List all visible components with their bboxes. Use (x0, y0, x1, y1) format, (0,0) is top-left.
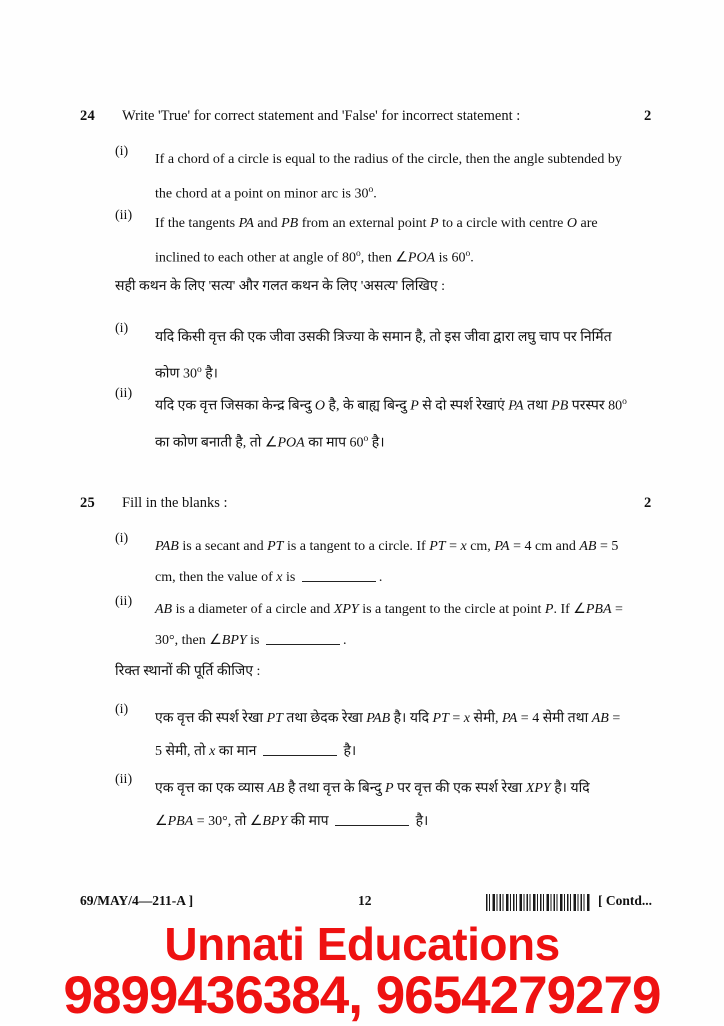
degree-symbol: o (368, 185, 374, 195)
page-number: 12 (358, 893, 372, 908)
math-variable: x (460, 539, 467, 554)
item-label: (i) (115, 702, 129, 717)
math-variable: PBA (585, 602, 612, 617)
item-label: (ii) (115, 386, 133, 401)
page-footer (0, 893, 724, 917)
question-title-english: Fill in the blanks : (122, 495, 228, 511)
math-variable: P (544, 602, 554, 617)
question-marks: 2 (644, 495, 652, 511)
math-variable: PAB (366, 711, 391, 726)
math-variable: POA (277, 435, 305, 451)
degree-symbol: o (197, 365, 202, 375)
math-variable: P (410, 398, 419, 414)
math-variable: PT (432, 711, 449, 726)
math-variable: P (430, 216, 439, 231)
item-text: AB is a diameter of a circle and XPY is a tangent to the circle at point P. If ∠PBA = 30°, then ∠BPY is . (155, 602, 623, 648)
item-text: यदि किसी वृत्त की एक जीवा उसकी त्रिज्या के समान है, तो इस जीवा द्वारा लघु चाप पर निर्मित कोण 30$^o$ है। (155, 330, 612, 382)
math-variable: PA (501, 711, 518, 726)
continued-label: [ Contd... (598, 893, 653, 908)
item-text: यदि एक वृत्त जिसका केन्द्र बिन्दु O है, के बाह्य बिन्दु P से दो स्पर्श रेखाएं PA तथा PB परस्पर 80$^o$ का कोण बनाती है, तो ∠POA का माप 60$^o$ है। (155, 397, 627, 451)
question-25-title-hindi: रिक्त स्थानों की पूर्ति कीजिए : (115, 664, 261, 679)
watermark-brand-name: Unnati Educations (164, 918, 560, 970)
math-variable: POA (407, 250, 436, 266)
math-variable: x (463, 711, 471, 726)
math-variable: PA (508, 398, 524, 414)
item-label: (ii) (115, 208, 133, 223)
question-number: 25 (80, 495, 95, 511)
math-variable: PT (266, 711, 283, 726)
math-variable: O (314, 398, 326, 414)
fill-in-blank[interactable] (263, 743, 337, 756)
degree-symbol: o (363, 433, 369, 444)
math-variable: P (385, 781, 394, 796)
math-variable: AB (579, 539, 597, 554)
math-variable: O (566, 216, 577, 231)
degree-symbol: o (465, 249, 471, 259)
math-variable: PBA (167, 814, 194, 829)
math-variable: BPY (221, 633, 247, 648)
question-title-english: Write 'True' for correct statement and 'False' for incorrect statement : (122, 108, 521, 124)
fill-in-blank[interactable] (335, 813, 409, 826)
math-variable: x (209, 744, 216, 759)
math-variable: PT (429, 539, 446, 554)
math-variable: PB (551, 398, 569, 414)
paper-code: 69/MAY/4—211-A ] (80, 893, 194, 908)
item-label: (ii) (115, 594, 133, 609)
question-block-24 (0, 108, 724, 451)
item-text: If the tangents PA and PB from an external point P to a circle with centre O are inclined to each other at angle of 80$^o$, then ∠POA is 60$^o$. (155, 216, 598, 266)
item-text: If a chord of a circle is equal to the radius of the circle, then the angle subtended by the chord at a point on minor arc is 30$^o$. (155, 152, 622, 202)
degree-symbol: o (355, 249, 361, 259)
question-24-title-hindi: सही कथन के लिए 'सत्य' और गलत कथन के लिए 'असत्य' लिखिए : (115, 279, 445, 294)
math-variable: PA (494, 539, 510, 554)
degree-symbol: o (622, 397, 627, 407)
math-variable: x (276, 570, 283, 585)
question-number: 24 (80, 108, 95, 124)
math-variable: BPY (262, 814, 288, 829)
math-variable: AB (267, 781, 285, 796)
math-variable: XPY (525, 781, 551, 796)
fill-in-blank[interactable] (302, 569, 376, 582)
question-25-header (0, 495, 724, 519)
item-text: एक वृत्त का एक व्यास AB है तथा वृत्त के बिन्दु P पर वृत्त की एक स्पर्श रेखा XPY है। यदि ∠PBA = 30°, तो ∠BPY की माप है। (155, 781, 590, 829)
question-marks: 2 (644, 108, 652, 124)
question-24-header (0, 108, 724, 132)
math-variable: AB (591, 711, 609, 726)
math-variable: PA (238, 216, 254, 231)
item-label: (i) (115, 321, 129, 336)
watermark-phone-number: 9899436384, 9654279279 (63, 966, 661, 1025)
item-label: (ii) (115, 772, 133, 787)
math-variable: XPY (333, 602, 359, 617)
question-block-25 (0, 495, 724, 829)
item-text: PAB is a secant and PT is a tangent to a circle. If PT = x cm, PA = 4 cm and AB = 5 cm, then the value of x is . (155, 539, 619, 585)
barcode-icon (486, 894, 590, 911)
item-label: (i) (115, 144, 129, 159)
item-label: (i) (115, 531, 129, 546)
item-text: एक वृत्त की स्पर्श रेखा PT तथा छेदक रेखा PAB है। यदि PT = x सेमी, PA = 4 सेमी तथा AB = 5 सेमी, तो x का मान है। (155, 711, 621, 759)
math-variable: AB (155, 602, 173, 617)
fill-in-blank[interactable] (266, 632, 340, 645)
math-variable: PAB (155, 539, 179, 554)
math-variable: PT (267, 539, 284, 554)
math-variable: PB (281, 216, 299, 231)
